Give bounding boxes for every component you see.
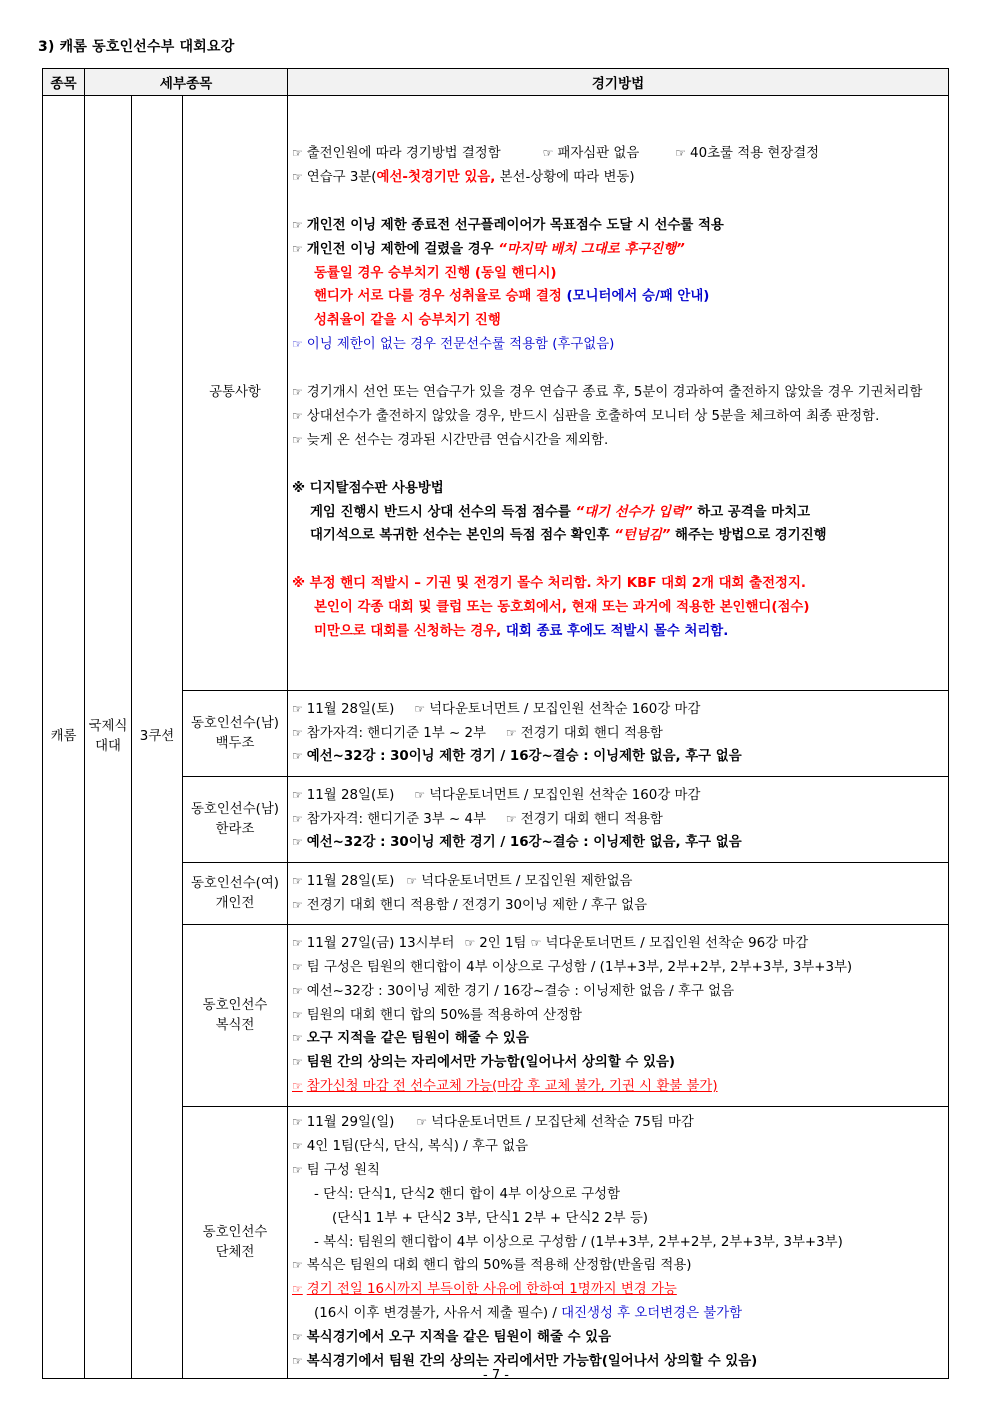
halla-label: 동호인선수(남) 한라조 — [183, 777, 288, 863]
list-item: - 복식: 팀원의 핸디합이 4부 이상으로 구성함 / (1부+3부, 2부+2부, 2부+3부, 3부+3부) — [314, 1234, 843, 1250]
list-item: ※ 디지탈점수판 사용방법 — [292, 480, 444, 496]
team-desc — [288, 1107, 949, 1379]
list-item: 성취율이 같을 시 승부치기 진행 — [314, 313, 501, 329]
pointing-hand-icon: ☞ — [292, 725, 303, 740]
pointing-hand-icon: ☞ — [505, 725, 517, 740]
pointing-hand-icon: ☞ — [292, 787, 303, 802]
pointing-hand-icon: ☞ — [292, 701, 303, 716]
list-item: ☞ 출전인원에 따라 경기방법 결정함 ☞ 패자심판 없음 ☞ 40초룰 적용 현장결정 — [292, 146, 820, 162]
list-item: ☞ 4인 1팀(단식, 단식, 복식) / 후구 없음 — [292, 1138, 529, 1154]
pointing-hand-icon: ☞ — [292, 1138, 303, 1153]
pointing-hand-icon: ☞ — [292, 1330, 303, 1345]
list-item: 게임 진행시 반드시 상대 선수의 득점 점수를 “대기 선수가 입력” 하고 공격을 마치고 — [310, 504, 811, 520]
list-item: ☞ 오구 지적을 같은 팀원이 해줄 수 있음 — [292, 1031, 529, 1047]
list-item: ☞ 복식경기에서 오구 지적을 같은 팀원이 해줄 수 있음 — [292, 1330, 612, 1346]
list-item: ☞ 참가신청 마감 전 선수교체 가능(마감 후 교체 불가, 기권 시 환불 불가) — [292, 1079, 718, 1095]
table-row-common — [43, 96, 949, 691]
category-cell — [85, 96, 132, 1379]
category-line2: 대대 — [95, 739, 121, 754]
list-item: 본인이 각종 대회 및 클럽 또는 동호회에서, 현재 또는 과거에 적용한 본인핸디(점수) — [314, 600, 810, 616]
pointing-hand-icon: ☞ — [292, 1282, 303, 1297]
pointing-hand-icon: ☞ — [292, 1354, 303, 1369]
list-item: ☞ 11월 28일(토) ☞ 넉다운토너먼트 / 모집인원 제한없음 — [292, 873, 633, 889]
pointing-hand-icon: ☞ — [292, 897, 303, 912]
list-item: ☞ 11월 29일(일) ☞ 넉다운토너먼트 / 모집단체 선착순 75팀 마감 — [292, 1115, 694, 1131]
pointing-hand-icon: ☞ — [292, 146, 303, 161]
pointing-hand-icon: ☞ — [292, 1007, 303, 1022]
list-item: ☞ 11월 28일(토) ☞ 넉다운토너먼트 / 모집인원 선착순 160강 마감 — [292, 701, 701, 717]
pointing-hand-icon: ☞ — [464, 935, 476, 950]
sport-cell: 캐롬 — [43, 96, 85, 1379]
pointing-hand-icon: ☞ — [292, 408, 303, 423]
baekdu-label: 동호인선수(남) 백두조 — [183, 691, 288, 777]
pointing-hand-icon: ☞ — [542, 146, 554, 161]
list-item: ☞ 전경기 대회 핸디 적용함 / 전경기 30이닝 제한 / 후구 없음 — [292, 897, 648, 913]
women-desc — [288, 863, 949, 925]
list-item: ☞ 복식은 팀원의 대회 핸디 합의 50%를 적용해 산정함(반올림 적용) — [292, 1258, 692, 1274]
list-item: ☞ 팀원 간의 상의는 자리에서만 가능함(일어나서 상의할 수 있음) — [292, 1055, 676, 1071]
pointing-hand-icon: ☞ — [414, 787, 426, 802]
pointing-hand-icon: ☞ — [416, 1115, 428, 1130]
pointing-hand-icon: ☞ — [530, 935, 542, 950]
list-item: ☞ 개인전 이닝 제한 종료전 선구플레이어가 목표점수 도달 시 선수룰 적용 — [292, 217, 724, 233]
list-item: ☞ 개인전 이닝 제한에 걸렸을 경우 “마지막 배치 그대로 후구진행” — [292, 241, 685, 257]
common-label: 공통사항 — [183, 96, 288, 691]
list-item: 핸디가 서로 다를 경우 성취율로 승패 결정 (모니터에서 승/패 안내) — [314, 289, 710, 305]
pointing-hand-icon: ☞ — [675, 146, 687, 161]
pointing-hand-icon: ☞ — [292, 337, 303, 352]
halla-desc — [288, 777, 949, 863]
pointing-hand-icon: ☞ — [292, 1055, 303, 1070]
pointing-hand-icon: ☞ — [414, 701, 426, 716]
list-item: ☞ 팀 구성 원칙 — [292, 1162, 380, 1178]
section-title: 3) 캐롬 동호인선수부 대회요강 — [38, 39, 235, 55]
pointing-hand-icon: ☞ — [292, 935, 303, 950]
list-item: 대기석으로 복귀한 선수는 본인의 득점 점수 확인후 “턴넘김” 해주는 방법으로 경기진행 — [310, 528, 827, 544]
list-item: ※ 부정 핸디 적발시 – 기권 및 전경기 몰수 처리함. 차기 KBF 대회 2개 대회 출전정지. — [292, 576, 806, 592]
pointing-hand-icon: ☞ — [292, 959, 303, 974]
pointing-hand-icon: ☞ — [292, 217, 303, 232]
pointing-hand-icon: ☞ — [292, 811, 303, 826]
doubles-label: 동호인선수 복식전 — [183, 925, 288, 1107]
pointing-hand-icon: ☞ — [292, 169, 303, 184]
list-item: ☞ 복식경기에서 팀원 간의 상의는 자리에서만 가능함(일어나서 상의할 수 있음) — [292, 1354, 758, 1370]
pointing-hand-icon: ☞ — [292, 983, 303, 998]
pointing-hand-icon: ☞ — [292, 1031, 303, 1046]
header-method: 경기방법 — [288, 69, 949, 96]
list-item: 미만으로 대회를 신청하는 경우, 대회 종료 후에도 적발시 몰수 처리함. — [314, 624, 729, 640]
list-item: ☞ 이닝 제한이 없는 경우 전문선수룰 적용함 (후구없음) — [292, 337, 615, 353]
pointing-hand-icon: ☞ — [292, 1115, 303, 1130]
pointing-hand-icon: ☞ — [292, 873, 303, 888]
page-number: - 7 - — [483, 1368, 509, 1383]
pointing-hand-icon: ☞ — [292, 432, 303, 447]
table-header-row — [43, 69, 949, 96]
pointing-hand-icon: ☞ — [292, 1258, 303, 1273]
category-line1: 국제식 — [88, 719, 128, 734]
header-sport: 종목 — [43, 69, 85, 96]
list-item: ☞ 상대선수가 출전하지 않았을 경우, 반드시 심판을 호출하여 모니터 상 5분을 체크하여 최종 판정함. — [292, 408, 880, 424]
competition-rules-table — [42, 68, 949, 1379]
pointing-hand-icon: ☞ — [292, 1079, 303, 1094]
list-item: (16시 이후 변경불가, 사유서 제출 필수) / 대진생성 후 오더변경은 불가함 — [314, 1306, 743, 1322]
list-item: ☞ 11월 28일(토) ☞ 넉다운토너먼트 / 모집인원 선착순 160강 마감 — [292, 787, 701, 803]
list-item: ☞ 경기 전일 16시까지 부득이한 사유에 한하여 1명까지 변경 가능 — [292, 1282, 677, 1298]
list-item: 동률일 경우 승부치기 진행 (동일 핸디시) — [314, 265, 557, 281]
list-item: ☞ 늦게 온 선수는 경과된 시간만큼 연습시간을 제외함. — [292, 432, 609, 448]
list-item: ☞ 팀원의 대회 핸디 합의 50%를 적용하여 산정함 — [292, 1007, 582, 1023]
list-item: - 단식: 단식1, 단식2 핸디 합이 4부 이상으로 구성함 — [314, 1186, 621, 1202]
women-label: 동호인선수(여) 개인전 — [183, 863, 288, 925]
list-item: ☞ 연습구 3분(예선-첫경기만 있음, 본선-상황에 따라 변동) — [292, 169, 635, 185]
header-subcategory: 세부종목 — [85, 69, 288, 96]
list-item: ☞ 팀 구성은 팀원의 핸디합이 4부 이상으로 구성함 / (1부+3부, 2부+2부, 2부+3부, 3부+3부) — [292, 959, 853, 975]
common-desc — [288, 96, 949, 691]
list-item: ☞ 예선~32강 : 30이닝 제한 경기 / 16강~결승 : 이닝제한 없음, 후구 없음 — [292, 835, 742, 851]
pointing-hand-icon: ☞ — [292, 241, 303, 256]
list-item: ☞ 11월 27일(금) 13시부터 ☞ 2인 1팀 ☞ 넉다운토너먼트 / 모집인원 선착순 96강 마감 — [292, 935, 809, 951]
baekdu-desc — [288, 691, 949, 777]
pointing-hand-icon: ☞ — [292, 385, 303, 400]
pointing-hand-icon: ☞ — [292, 1162, 303, 1177]
list-item: (단식1 1부 + 단식2 3부, 단식1 2부 + 단식2 2부 등) — [332, 1210, 649, 1226]
pointing-hand-icon: ☞ — [292, 749, 303, 764]
doubles-desc — [288, 925, 949, 1107]
list-item: ☞ 예선~32강 : 30이닝 제한 경기 / 16강~결승 : 이닝제한 없음, 후구 없음 — [292, 749, 742, 765]
list-item: ☞ 예선~32강 : 30이닝 제한 경기 / 16강~결승 : 이닝제한 없음 / 후구 없음 — [292, 983, 735, 999]
list-item: ☞ 참가자격: 핸디기준 3부 ~ 4부 ☞ 전경기 대회 핸디 적용함 — [292, 811, 663, 827]
pointing-hand-icon: ☞ — [292, 835, 303, 850]
pointing-hand-icon: ☞ — [505, 811, 517, 826]
cushion-cell: 3쿠션 — [132, 96, 183, 1379]
list-item: ☞ 경기개시 선언 또는 연습구가 있을 경우 연습구 종료 후, 5분이 경과하여 출전하지 않았을 경우 기권처리함 — [292, 385, 923, 401]
pointing-hand-icon: ☞ — [406, 873, 418, 888]
list-item: ☞ 참가자격: 핸디기준 1부 ~ 2부 ☞ 전경기 대회 핸디 적용함 — [292, 725, 663, 741]
team-label: 동호인선수 단체전 — [183, 1107, 288, 1379]
